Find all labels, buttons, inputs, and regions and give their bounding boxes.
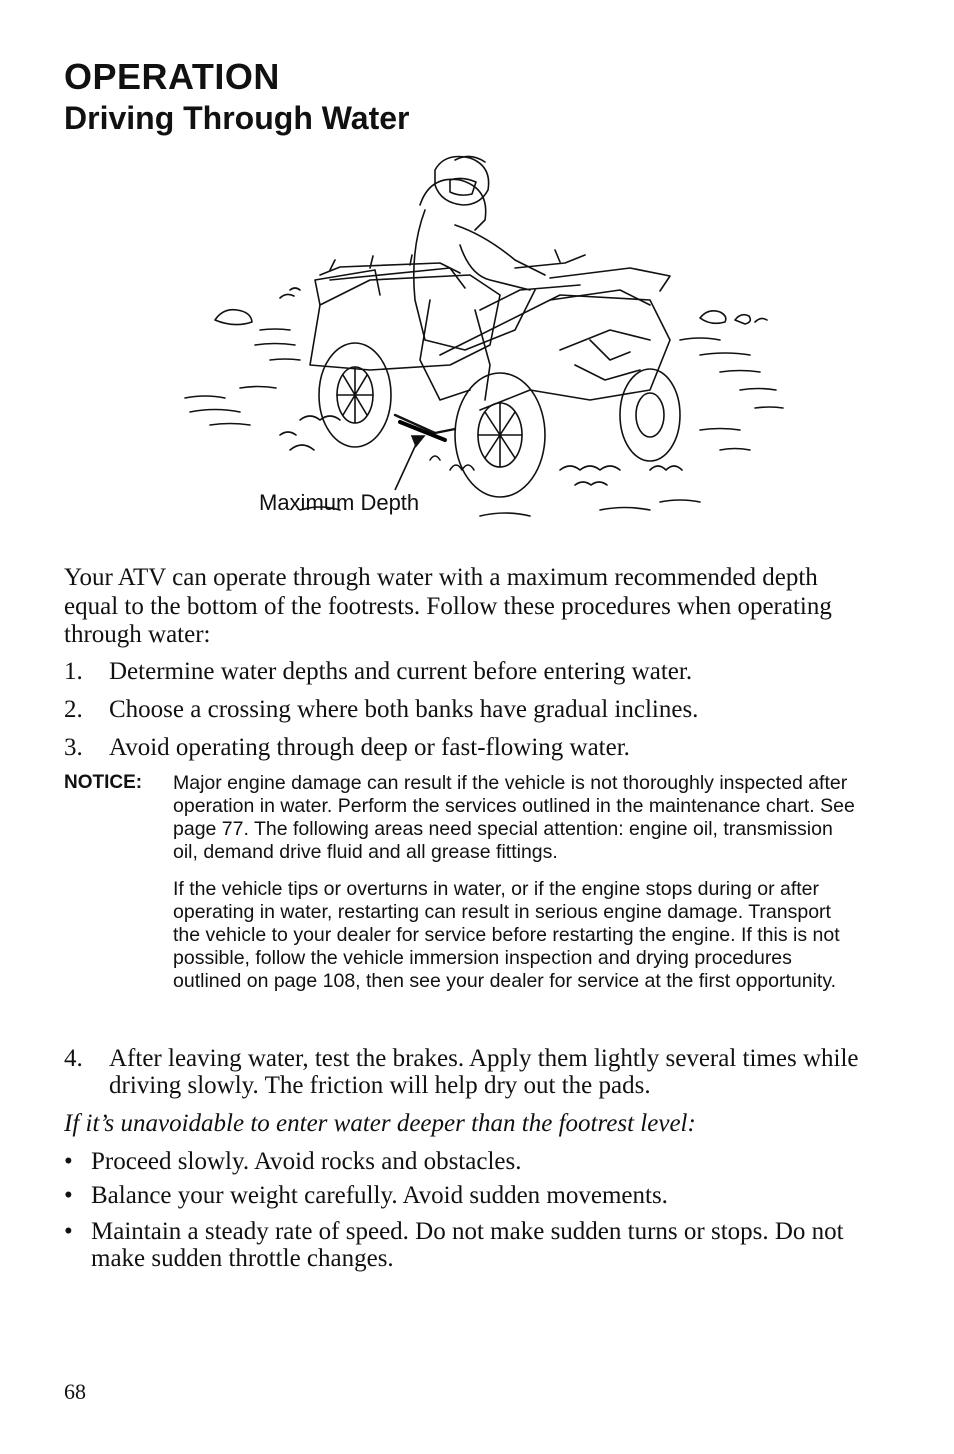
page-number: 68	[64, 1379, 86, 1404]
bullet-symbol: •	[64, 1182, 73, 1209]
intro-paragraph: Your ATV can operate through water with a maximum recommended depth equal to the bottom of the footrests. Follow these procedures when operating through water:	[64, 564, 832, 648]
bullet-text: Maintain a steady rate of speed. Do not make sudden turns or stops. Do not make sudden throttle changes.	[91, 1218, 844, 1272]
notice-block	[64, 772, 894, 993]
list-item	[64, 1045, 894, 1099]
step-number: 2.	[64, 696, 83, 723]
notice-paragraph: If the vehicle tips or overturns in water, or if the engine stops during or after operating in water, restarting can result in serious engine damage. Transport the vehicle to your dealer for service before restarting the engine. If this is not possible, follow the vehicle immersion inspection and drying procedures outlined on page 108, then see your dealer for service at the first opportunity.	[173, 878, 840, 992]
atv-figure	[180, 150, 800, 530]
atv-rider-in-water-illustration	[180, 150, 800, 530]
list-item	[64, 1148, 894, 1175]
step-number: 4.	[64, 1045, 83, 1072]
step-text: Determine water depths and current before entering water.	[109, 658, 693, 685]
bullet-text: Proceed slowly. Avoid rocks and obstacles.	[91, 1148, 522, 1175]
step-text: Avoid operating through deep or fast-flowing water.	[109, 734, 630, 761]
step-text: Choose a crossing where both banks have gradual inclines.	[109, 696, 699, 723]
bullet-symbol: •	[64, 1218, 73, 1245]
notice-paragraph: Major engine damage can result if the vehicle is not thoroughly inspected after operation in water. Perform the services outlined in the maintenance chart. See page 77. The following areas need special attention: engine oil, transmission oil, demand drive fluid and all grease fittings.	[173, 772, 855, 863]
page-heading: Driving Through Water	[64, 100, 410, 136]
list-item	[64, 696, 894, 723]
bullet-text: Balance your weight carefully. Avoid sudden movements.	[91, 1182, 668, 1209]
bullet-symbol: •	[64, 1148, 73, 1175]
list-item	[64, 734, 894, 761]
section-title: OPERATION	[64, 56, 280, 97]
step-number: 1.	[64, 658, 83, 685]
deeper-water-lead: If it’s unavoidable to enter water deeper than the footrest level:	[64, 1110, 696, 1137]
list-item	[64, 1218, 894, 1272]
notice-label: NOTICE:	[64, 772, 143, 793]
step-text: After leaving water, test the brakes. Apply them lightly several times while driving slowly. The friction will help dry out the pads.	[109, 1045, 859, 1099]
list-item	[64, 1182, 894, 1209]
step-number: 3.	[64, 734, 83, 761]
list-item	[64, 658, 894, 685]
maximum-depth-label: Maximum Depth	[259, 490, 420, 515]
